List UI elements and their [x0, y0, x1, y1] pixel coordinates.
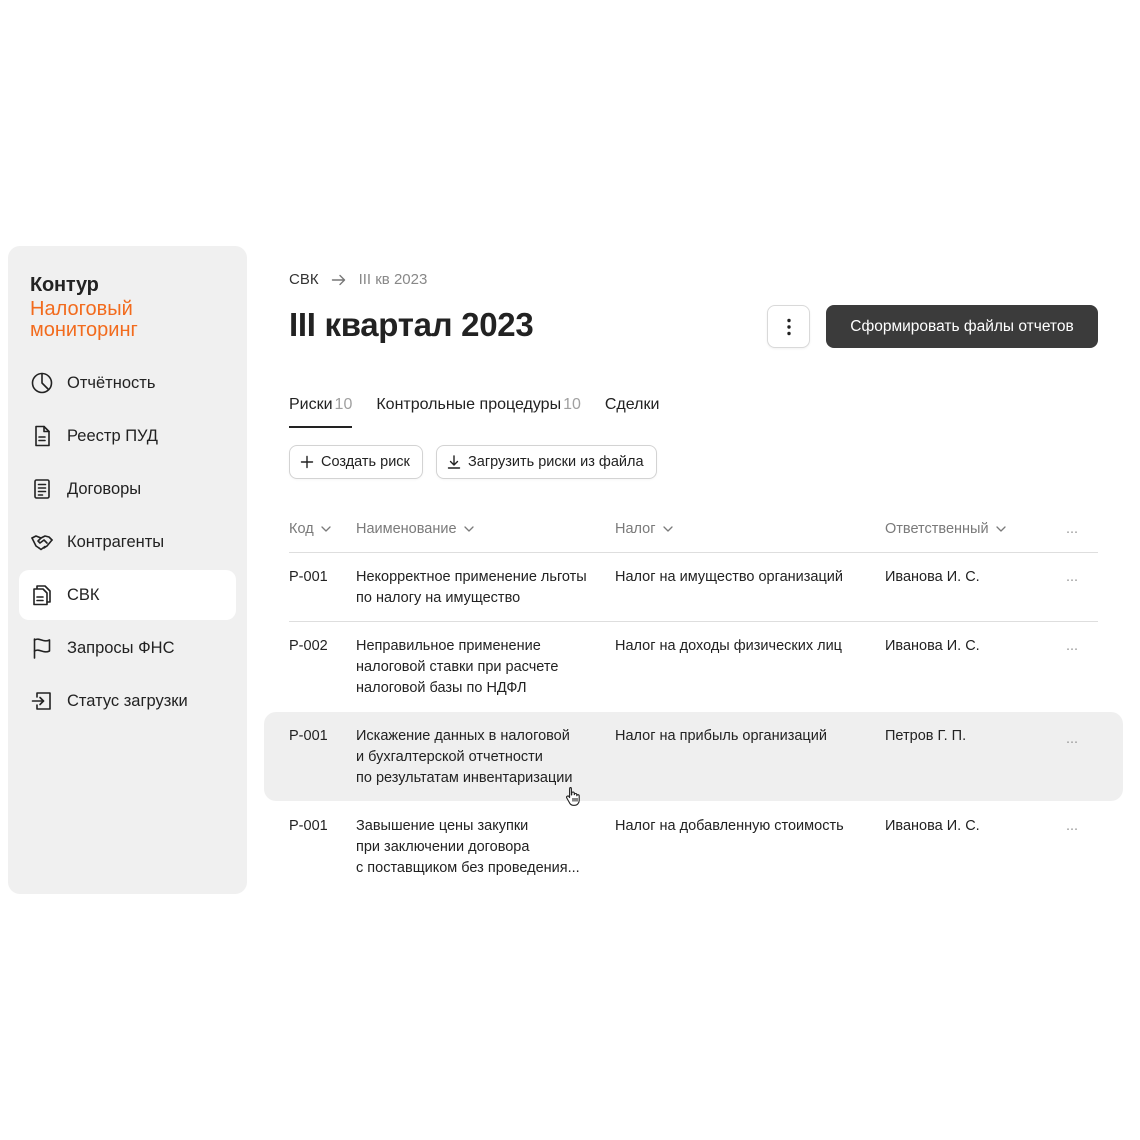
download-icon [446, 454, 462, 470]
column-header-name[interactable] [356, 521, 475, 537]
sidebar-item-label: Договоры [67, 479, 142, 498]
row-more-button[interactable]: ... [1066, 569, 1079, 585]
breadcrumb-current: III кв 2023 [358, 271, 428, 288]
sidebar-item-svk[interactable] [19, 570, 236, 620]
pie-chart-icon [30, 371, 54, 395]
sidebar-item-pud-registry[interactable] [19, 411, 236, 461]
cell-owner: Иванова И. С. [885, 638, 980, 654]
chevron-down-icon [463, 523, 475, 535]
cell-code: Р-001 [289, 569, 328, 585]
sidebar-item-fns-requests[interactable] [19, 623, 236, 673]
tab-risks[interactable] [289, 396, 352, 428]
breadcrumb-root-link[interactable]: СВК [289, 271, 319, 288]
vertical-dots-icon [787, 318, 791, 336]
cell-name-line: с поставщиком без проведения... [356, 860, 580, 876]
tab-control-procedures[interactable] [376, 396, 581, 428]
chevron-down-icon [662, 523, 674, 535]
plus-icon [299, 454, 315, 470]
cell-code: Р-001 [289, 818, 328, 834]
cell-owner: Петров Г. П. [885, 728, 967, 744]
chevron-down-icon [995, 523, 1007, 535]
chevron-down-icon [320, 523, 332, 535]
column-header-code[interactable] [289, 521, 332, 537]
sidebar [8, 246, 247, 894]
generate-reports-button[interactable]: Сформировать файлы отчетов [826, 305, 1098, 348]
breadcrumb [289, 271, 427, 288]
brand-product: Налоговый мониторинг [30, 298, 138, 341]
sidebar-item-label: СВК [67, 585, 100, 604]
tab-count: 10 [334, 396, 353, 413]
tab-label: Контрольные процедуры [376, 396, 562, 413]
cell-name[interactable] [356, 567, 606, 609]
contract-icon [30, 477, 54, 501]
cell-name[interactable] [356, 636, 606, 699]
brand-name: Контур [30, 274, 99, 296]
sidebar-item-label: Контрагенты [67, 532, 165, 551]
cell-name-line: Искажение данных в налоговой [356, 728, 570, 744]
sidebar-item-label: Статус загрузки [67, 691, 188, 710]
hand-cursor-icon [565, 786, 581, 806]
documents-icon [30, 583, 54, 607]
arrow-right-icon [331, 273, 347, 287]
cell-tax: Налог на прибыль организаций [615, 728, 827, 744]
column-header-label: Наименование [356, 521, 457, 537]
cell-code: Р-002 [289, 638, 328, 654]
sidebar-item-label: Отчётность [67, 373, 156, 392]
column-header-tax[interactable] [615, 521, 674, 537]
sidebar-item-upload-status[interactable] [19, 676, 236, 726]
tab-deals[interactable] [605, 396, 660, 428]
sidebar-item-counterparties[interactable] [19, 517, 236, 567]
cell-owner: Иванова И. С. [885, 569, 980, 585]
document-icon [30, 424, 54, 448]
create-risk-button[interactable] [289, 445, 423, 479]
cell-name-line: по налогу на имущество [356, 590, 521, 606]
page-title: III квартал 2023 [289, 306, 534, 343]
tab-label: Сделки [604, 396, 660, 413]
sidebar-nav [19, 358, 236, 729]
cell-name-line: налоговой ставки при расчете [356, 659, 559, 675]
import-icon [30, 689, 54, 713]
cell-tax: Налог на имущество организаций [615, 569, 843, 585]
cell-tax: Налог на добавленную стоимость [615, 818, 844, 834]
cell-name-line: Завышение цены закупки [356, 818, 529, 834]
cell-code: Р-001 [289, 728, 328, 744]
sidebar-item-label: Запросы ФНС [67, 638, 175, 657]
cell-owner: Иванова И. С. [885, 818, 980, 834]
divider [289, 621, 1098, 622]
divider [289, 552, 1098, 553]
column-header-label: Ответственный [885, 521, 989, 537]
column-header-more[interactable]: ... [1066, 521, 1079, 537]
column-header-owner[interactable] [885, 521, 1007, 537]
tabs [289, 396, 683, 428]
handshake-icon [30, 530, 54, 554]
column-header-label: Код [289, 521, 314, 537]
cell-name-line: и бухгалтерской отчетности [356, 749, 543, 765]
brand-logo[interactable] [30, 274, 190, 341]
button-label: Создать риск [321, 454, 410, 470]
row-more-button[interactable]: ... [1066, 731, 1079, 747]
cell-name-line: при заключении договора [356, 839, 530, 855]
sidebar-item-reporting[interactable] [19, 358, 236, 408]
row-more-button[interactable]: ... [1066, 638, 1079, 654]
sidebar-item-label: Реестр ПУД [67, 426, 158, 445]
tab-label: Риски [289, 396, 333, 413]
cell-name[interactable] [356, 726, 606, 789]
cell-name-line: налоговой базы по НДФЛ [356, 680, 527, 696]
tab-count: 10 [563, 396, 581, 413]
cell-tax: Налог на доходы физических лиц [615, 638, 842, 654]
cell-name-line: Некорректное применение льготы [356, 569, 587, 585]
row-more-button[interactable]: ... [1066, 818, 1079, 834]
cell-name-line: Неправильное применение [356, 638, 541, 654]
upload-risks-button[interactable] [436, 445, 657, 479]
more-actions-button[interactable] [767, 305, 810, 348]
cell-name[interactable] [356, 816, 606, 879]
sidebar-item-contracts[interactable] [19, 464, 236, 514]
column-header-label: Налог [615, 521, 656, 537]
button-label: Загрузить риски из файла [468, 454, 644, 470]
flag-icon [30, 636, 54, 660]
cell-name-line: по результатам инвентаризации [356, 770, 573, 786]
